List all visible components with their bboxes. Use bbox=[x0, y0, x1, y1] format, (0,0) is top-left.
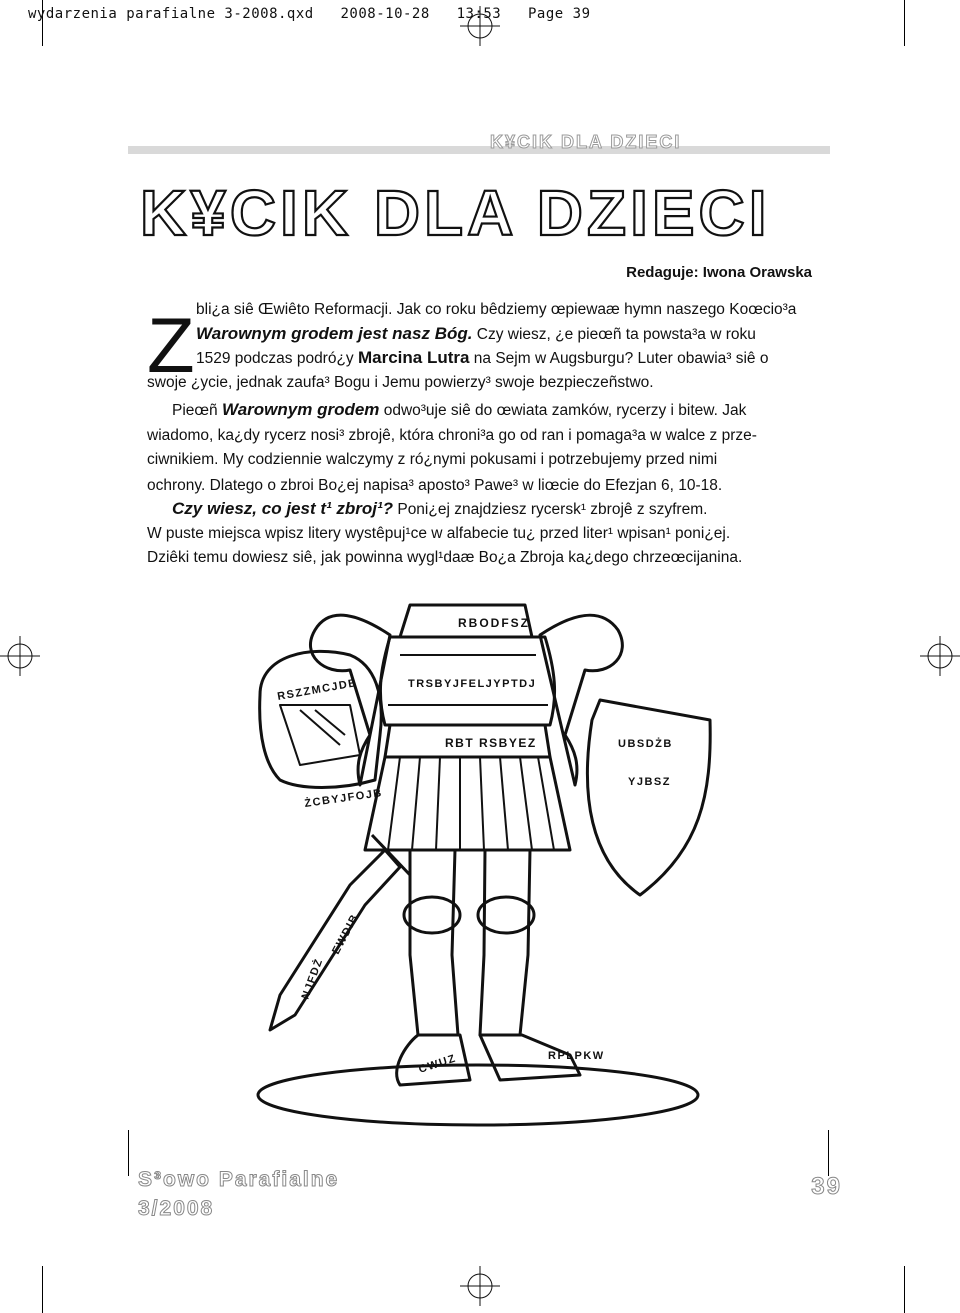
paragraph-2-line-1: Pieœñ Warownym grodem odwo³uje siê do œwiata zamków, rycerzy i bitew. Jak bbox=[172, 400, 747, 419]
registration-mark-left bbox=[0, 636, 40, 676]
print-header: wydarzenia parafialne 3-2008.qxd 2008-10-28 13:53 Page 39 bbox=[28, 6, 591, 22]
crop-mark bbox=[904, 0, 905, 46]
drop-cap: Z bbox=[147, 301, 195, 389]
page-title: K¥CIK DLA DZIECI bbox=[140, 177, 771, 249]
page-number: 39 bbox=[811, 1173, 842, 1200]
paragraph-2-line-3: ciwnikiem. My codziennie walczymy z ró¿nymi pokusami i potrzebujemy przed nimi bbox=[147, 451, 718, 468]
paragraph-1-line-2: Warownym grodem jest nasz Bóg. Czy wiesz, ¿e pieœñ ta powsta³a w roku bbox=[196, 324, 756, 343]
crop-mark bbox=[128, 1130, 129, 1176]
armor-illustration bbox=[240, 575, 750, 1130]
skirt bbox=[365, 757, 570, 850]
paragraph-2-line-6: W puste miejsca wpisz litery wystêpuj¹ce w alfabecie tu¿ przed liter¹ wpisan¹ poni¿ej. bbox=[147, 525, 731, 542]
cipher-collar: RBODFSZ bbox=[458, 616, 530, 630]
cipher-boot-right: RPLPKW bbox=[548, 1050, 605, 1062]
cipher-shield-top: UBSDŻB bbox=[618, 738, 673, 750]
cipher-helmet-top: RSZZMCJDB bbox=[276, 677, 359, 703]
paragraph-2-line-7: Dziêki temu dowiesz siê, jak powinna wygl¹daæ Bo¿a Zbroja ka¿dego chrzeœcijanina. bbox=[147, 549, 743, 566]
editor-credit: Redaguje: Iwona Orawska bbox=[626, 264, 812, 281]
paragraph-1-line-3: 1529 podczas podró¿y Marcina Lutra na Sejm w Augsburgu? Luter obawia³ siê o bbox=[196, 348, 769, 367]
paragraph-1-line-1: bli¿a siê Œwiêto Reformacji. Jak co roku bêdziemy œpiewaæ hymn naszego Koœcio³a bbox=[196, 301, 797, 318]
paragraph-2-line-4: ochrony. Dlatego o zbroi Bo¿ej napisa³ aposto³ Pawe³ w liœcie do Efezjan 6, 10-18. bbox=[147, 477, 723, 494]
cipher-belt: RBT RSBYEZ bbox=[445, 736, 537, 750]
cipher-sword-1: NJFDŻ bbox=[299, 956, 326, 1002]
magazine-issue: 3/2008 bbox=[138, 1197, 215, 1220]
section-bar bbox=[128, 146, 830, 154]
crop-mark bbox=[904, 1266, 905, 1313]
section-tag: K¥CIK DLA DZIECI bbox=[490, 132, 682, 152]
cipher-helmet-bottom: ŻCBYJFOJB bbox=[303, 787, 384, 810]
crop-mark bbox=[828, 1130, 829, 1176]
left-leg bbox=[410, 850, 458, 1035]
cipher-sword-2: EWDIB bbox=[330, 911, 362, 957]
paragraph-2-line-2: wiadomo, ka¿dy rycerz nosi³ zbrojê, która chroni³a go od ran i pomaga³a w walce z prze- bbox=[147, 427, 757, 444]
cipher-boot-left: CWUZ bbox=[417, 1052, 459, 1076]
cipher-shield-bottom: YJBSZ bbox=[628, 776, 671, 788]
right-pauldron bbox=[540, 615, 622, 785]
right-leg bbox=[480, 850, 530, 1035]
cipher-breastplate: TRSBYJFELJYPTDJ bbox=[408, 678, 537, 690]
crop-mark bbox=[42, 1266, 43, 1313]
registration-mark-bottom bbox=[460, 1266, 500, 1306]
paragraph-1-line-4: swoje ¿ycie, jednak zaufa³ Bogu i Jemu powierzy³ swoje bezpieczeñstwo. bbox=[147, 374, 654, 391]
shield bbox=[587, 700, 710, 895]
magazine-name: S³owo Parafialne bbox=[138, 1168, 340, 1191]
paragraph-2-line-5: Czy wiesz, co jest t¹ zbroj¹? Poni¿ej znajdziesz rycersk¹ zbrojê z szyfrem. bbox=[172, 499, 708, 518]
ground bbox=[258, 1065, 698, 1125]
registration-mark-right bbox=[920, 636, 960, 676]
